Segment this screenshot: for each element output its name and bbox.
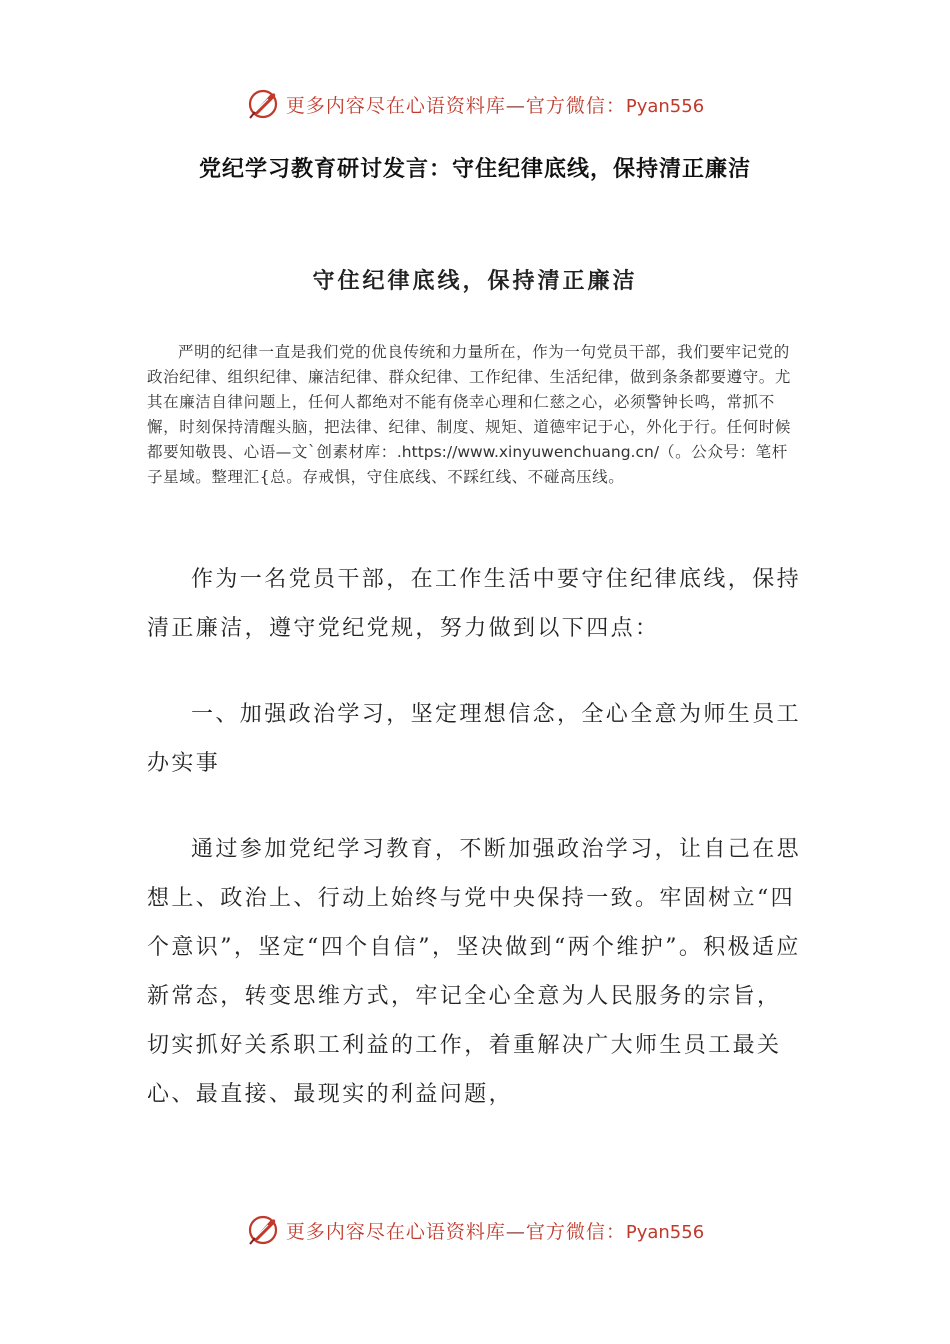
section-title: 守住纪律底线，保持清正廉洁 xyxy=(312,268,638,294)
banner-text xyxy=(286,91,704,118)
document-title: 党纪学习教育研讨发言：守住纪律底线，保持清正廉洁 xyxy=(198,157,751,182)
banner-separator: — xyxy=(505,1220,526,1243)
banner-wechat-id: Pyan556 xyxy=(625,95,705,117)
banner-wechat-label: 官方微信： xyxy=(525,1220,626,1243)
header-banner xyxy=(0,84,950,124)
banner-site-name: 更多内容尽在心语资料库 xyxy=(285,1220,506,1243)
intro-paragraph xyxy=(147,340,803,490)
quill-logo-icon xyxy=(246,1213,280,1247)
body-paragraph-1: 作为一名党员干部，在工作生活中要守住纪律底线，保持清正廉洁，遵守党纪党规，努力做到以下四点： xyxy=(147,567,802,641)
section-heading-1: 一、加强政治学习，坚定理想信念，全心全意为师生员工办实事 xyxy=(147,702,802,776)
intro-text-after: （。公众号：笔杆子星域。整理汇{总。存戒惧，守住底线、不踩红线、不碰高压线。 xyxy=(147,443,788,486)
banner-separator: — xyxy=(505,94,526,117)
banner-wechat-id: Pyan556 xyxy=(625,1221,705,1243)
footer-banner xyxy=(0,1210,950,1250)
intro-text-before: 严明的纪律一直是我们党的优良传统和力量所在，作为一句党员干部，我们要牢记党的政治纪律、组织纪律、廉洁纪律、群众纪律、工作纪律、生活纪律，做到条条都要遵守。尤其在廉洁自律问题上，任何人都绝对不能有侥幸心理和仁慈之心，必须警钟长鸣，常抓不懈，时刻保持清醒头脑，把法律、纪律、制度、规矩、道德牢记于心，外化于行。任何时候都要知敬畏、心语—文`创素材库： xyxy=(147,343,792,461)
body-paragraph-2: 通过参加党纪学习教育，不断加强政治学习，让自己在思想上、政治上、行动上始终与党中央保持一致。牢固树立“四个意识”，坚定“四个自信”，坚决做到“两个维护”。积极适应新常态，转变思维方式，牢记全心全意为人民服务的宗旨，切实抓好关系职工利益的工作，着重解决广大师生员工最关心、最直接、最现实的利益问题， xyxy=(147,837,802,1107)
quill-logo-icon xyxy=(246,87,280,121)
intro-url: .https://www.xinyuwenchuang.cn/ xyxy=(396,443,660,461)
banner-site-name: 更多内容尽在心语资料库 xyxy=(285,94,506,117)
banner-text xyxy=(286,1217,704,1244)
banner-wechat-label: 官方微信： xyxy=(525,94,626,117)
